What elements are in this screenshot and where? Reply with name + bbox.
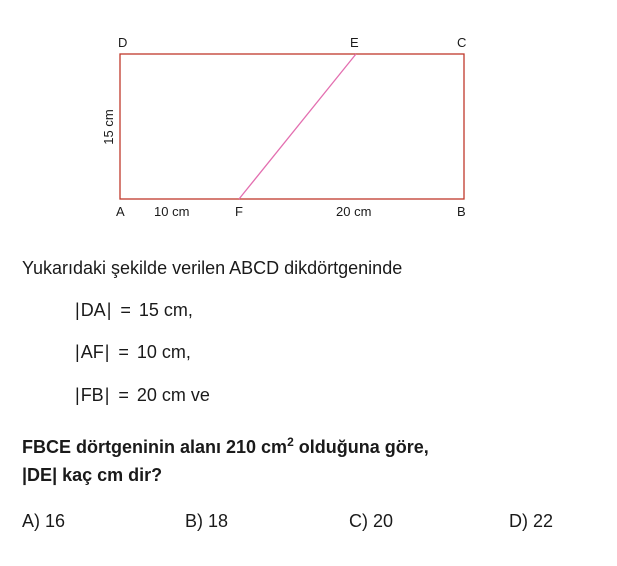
given-da: |DA| = 15 cm, [75, 300, 193, 320]
segment-fe [239, 54, 356, 199]
label-da-length: 15 cm [101, 109, 116, 145]
choice-d[interactable]: D) 22 [509, 511, 554, 531]
given-value: 10 cm, [136, 342, 191, 362]
point-label-b: B [457, 204, 466, 219]
geometry-figure [0, 0, 617, 240]
point-label-f: F [235, 204, 243, 219]
choice-c[interactable]: C) 20 [349, 511, 394, 531]
point-label-d: D [118, 35, 128, 50]
point-label-e: E [350, 35, 359, 50]
label-fb-length: 20 cm [336, 204, 372, 219]
given-value: 15 cm, [138, 300, 193, 320]
choice-b[interactable]: B) 18 [185, 511, 229, 531]
question-line-2: |DE| kaç cm dir? [22, 465, 163, 485]
given-segment: FB [80, 385, 104, 405]
given-fb: |FB| = 20 cm ve [75, 385, 210, 405]
given-segment: AF [80, 342, 104, 362]
choice-a[interactable]: A) 16 [22, 511, 66, 531]
rectangle-abcd [120, 54, 464, 199]
given-value: 20 cm ve [136, 385, 210, 405]
question-intro: Yukarıdaki şekilde verilen ABCD dikdörtgeninde [22, 258, 403, 278]
given-segment: DA [80, 300, 106, 320]
given-af: |AF| = 10 cm, [75, 342, 191, 362]
point-label-a: A [116, 204, 125, 219]
question-text [22, 428, 602, 489]
point-label-c: C [457, 35, 467, 50]
question-line-1: FBCE dörtgeninin alanı 210 $cm^2$ olduğuna göre, [22, 435, 429, 457]
label-af-length: 10 cm [154, 204, 190, 219]
